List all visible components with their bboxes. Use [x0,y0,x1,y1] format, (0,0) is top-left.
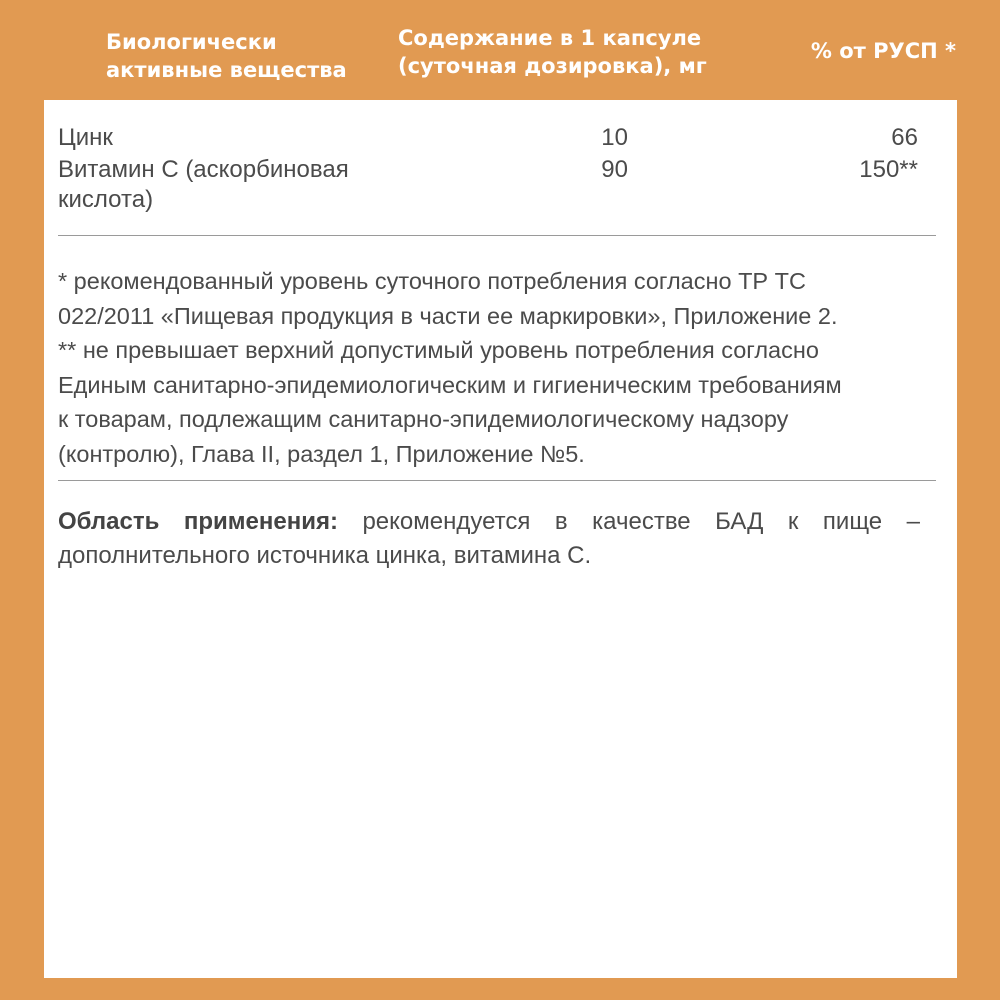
table-header [0,0,1000,100]
footnote-line: * рекомендованный уровень суточного потребления согласно ТР ТС [58,268,806,294]
header-percent: % от РУСП * [810,39,956,63]
footnotes [58,264,938,471]
footnote-line: к товарам, подлежащим санитарно-эпидемиологическому надзору [58,406,789,432]
footnote-line: ** не превышает верхний допустимый уровень потребления согласно [58,337,819,363]
header-substances-line2: активные вещества [106,58,347,82]
header-content-line1: Содержание в 1 капсуле [398,26,702,50]
row-name: Цинк [58,124,113,151]
usage-label: Область применения: [58,508,338,535]
row-value: 10 [601,124,628,151]
content-panel [44,100,957,978]
header-substances [106,28,386,84]
row-percent: 150** [859,156,918,183]
usage-text: рекомендуется в качестве БАД к пище – дополнительного источника цинка, витамина С. [58,508,920,569]
footnote-line: (контролю), Глава II, раздел 1, Приложение №5. [58,440,585,467]
row-percent: 66 [891,124,918,151]
row-name: Витамин С (аскорбиновая кислота) [58,156,349,213]
header-content [398,24,738,80]
footnote-line: 022/2011 «Пищевая продукция в части ее маркировки», Приложение 2. [58,302,838,329]
footnote-line: Единым санитарно-эпидемиологическим и гигиеническим требованиям [58,371,842,398]
usage-paragraph [58,505,920,573]
row-value: 90 [601,156,628,183]
divider [58,235,936,236]
header-substances-line1: Биологически [106,30,277,54]
divider [58,480,936,481]
header-content-line2: (суточная дозировка), мг [398,54,707,78]
